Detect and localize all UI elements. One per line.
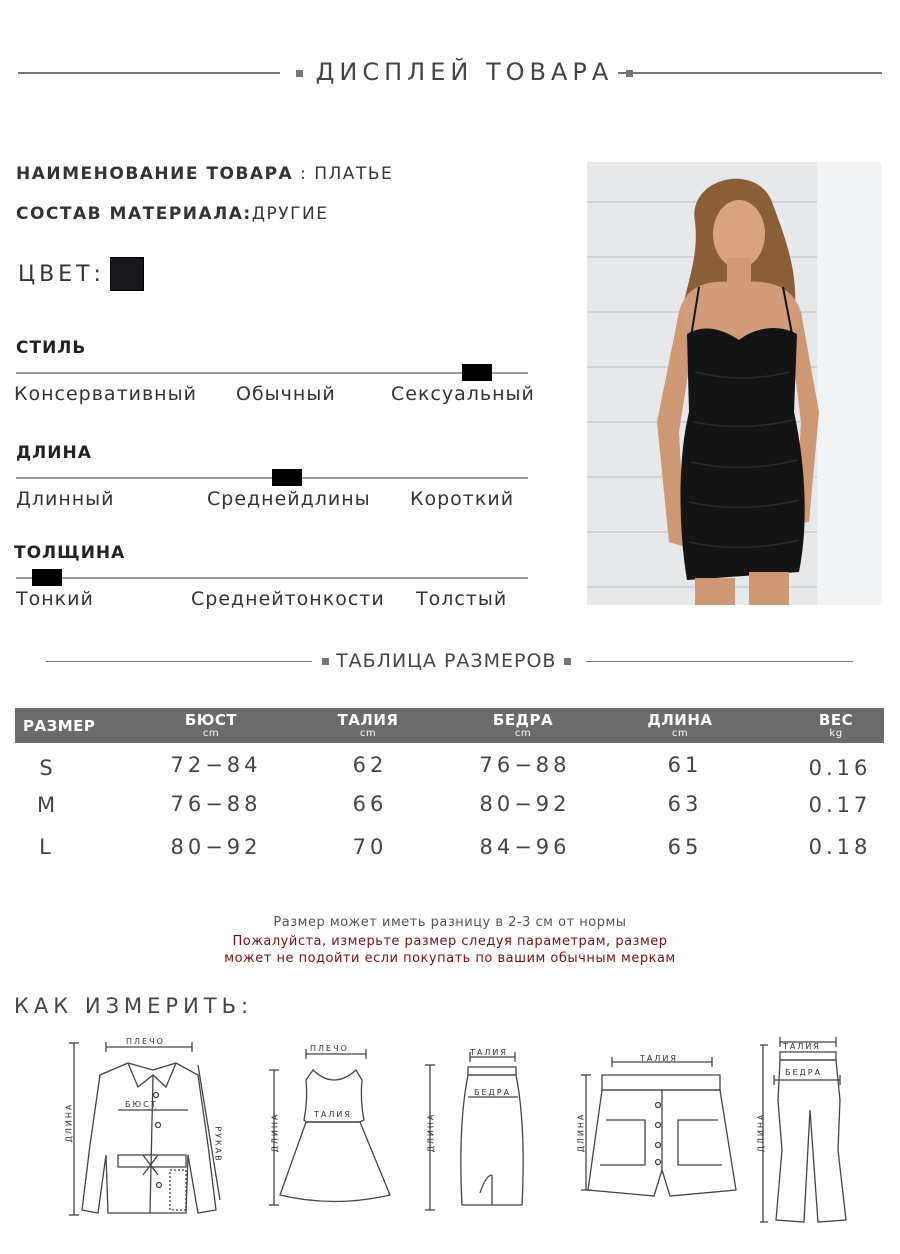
table-cell: 0.18	[808, 835, 872, 859]
scale-track-thickness	[16, 577, 528, 579]
table-cell: 80−92	[170, 835, 262, 859]
scale-option: Среднейтонкости	[191, 588, 385, 610]
scale-track-style	[16, 372, 528, 374]
table-cell-size: S	[39, 756, 57, 780]
bullet-square-icon	[564, 658, 571, 665]
product-photo	[587, 162, 882, 605]
scale-title-thickness: ТОЛЩИНА	[14, 543, 126, 563]
table-cell: 72−84	[170, 753, 262, 777]
measure-warning-line1: Пожалуйста, измерьте размер следуя параметрам, размер	[232, 934, 668, 949]
product-color-label: ЦВЕТ:	[18, 262, 105, 287]
table-cell: 63	[667, 792, 703, 816]
header-rule-right	[618, 72, 882, 74]
table-cell: 80−92	[479, 792, 571, 816]
color-swatch[interactable]	[110, 257, 144, 291]
column-header: ВЕС kg	[818, 711, 854, 739]
label-waist: ТАЛИЯ	[470, 1048, 508, 1057]
table-cell: 0.16	[808, 756, 872, 780]
scale-option: Толстый	[416, 588, 508, 610]
column-header: ДЛИНА cm	[647, 711, 713, 739]
label-length: ДЛИНА	[576, 1112, 586, 1153]
label-length: ДЛИНА	[426, 1112, 436, 1153]
column-header: ТАЛИЯ cm	[337, 711, 399, 739]
scale-option: Тонкий	[16, 588, 94, 610]
shorts-diagram	[570, 1050, 750, 1200]
product-name: НАИМЕНОВАНИЕ ТОВАРА : ПЛАТЬЕ	[16, 164, 394, 184]
label-hips: БЕДРА	[474, 1088, 512, 1097]
product-material: СОСТАВ МАТЕРИАЛА:ДРУГИЕ	[16, 204, 329, 224]
table-cell: 84−96	[479, 835, 571, 859]
measure-warning-line2: может не подойти если покупать по вашим обычным меркам	[224, 951, 676, 966]
label-waist: ТАЛИЯ	[783, 1042, 821, 1051]
table-cell: 66	[352, 792, 388, 816]
size-note: Размер может иметь разницу в 2-3 см от нормы	[273, 915, 627, 930]
size-table-header	[15, 708, 884, 743]
table-cell: 61	[667, 753, 703, 777]
label-length: ДЛИНА	[756, 1112, 766, 1153]
display-header: ДИСПЛЕЙ ТОВАРА	[296, 58, 633, 86]
scale-option: Короткий	[410, 488, 515, 510]
dress-diagram	[268, 1040, 398, 1210]
scale-option: Длинный	[16, 488, 115, 510]
scale-title-style: СТИЛЬ	[16, 338, 87, 358]
scale-option: Среднейдлины	[207, 488, 371, 510]
label-waist: ТАЛИЯ	[314, 1110, 352, 1119]
table-cell: 65	[667, 835, 703, 859]
measure-header: КАК ИЗМЕРИТЬ:	[14, 994, 254, 1018]
pants-diagram	[760, 1030, 870, 1225]
table-cell-size: M	[37, 793, 60, 817]
bullet-square-icon	[296, 70, 303, 77]
size-rule-right	[586, 661, 853, 662]
label-shoulder: ПЛЕЧО	[310, 1044, 349, 1053]
table-cell: 0.17	[808, 793, 872, 817]
scale-marker-length	[272, 469, 302, 486]
label-shoulder: ПЛЕЧО	[126, 1037, 165, 1046]
size-rule-left	[46, 661, 312, 662]
label-length: ДЛИНА	[270, 1112, 280, 1153]
table-cell: 70	[352, 835, 388, 859]
label-waist: ТАЛИЯ	[640, 1054, 678, 1063]
table-cell: 62	[352, 753, 388, 777]
scale-marker-thickness	[32, 569, 62, 586]
label-length: ДЛИНА	[64, 1102, 74, 1143]
table-cell-size: L	[39, 835, 55, 859]
table-cell: 76−88	[170, 792, 262, 816]
scale-option: Сексуальный	[391, 383, 535, 405]
label-sleeve: РУКАВ	[213, 1126, 223, 1163]
scale-option: Консервативный	[14, 383, 197, 405]
column-header: РАЗМЕР	[23, 717, 96, 735]
header-rule-left	[18, 72, 280, 74]
column-header: БЮСТ cm	[184, 711, 238, 739]
bullet-square-icon	[322, 658, 329, 665]
label-hips: БЕДРА	[785, 1068, 823, 1077]
scale-option: Обычный	[236, 383, 336, 405]
scale-marker-style	[462, 364, 492, 381]
column-header: БЕДРА cm	[492, 711, 554, 739]
skirt-diagram	[420, 1045, 540, 1215]
size-header: ТАБЛИЦА РАЗМЕРОВ	[322, 650, 571, 672]
label-bust: БЮСТ	[125, 1100, 158, 1109]
table-cell: 76−88	[479, 753, 571, 777]
scale-title-length: ДЛИНА	[16, 443, 92, 463]
